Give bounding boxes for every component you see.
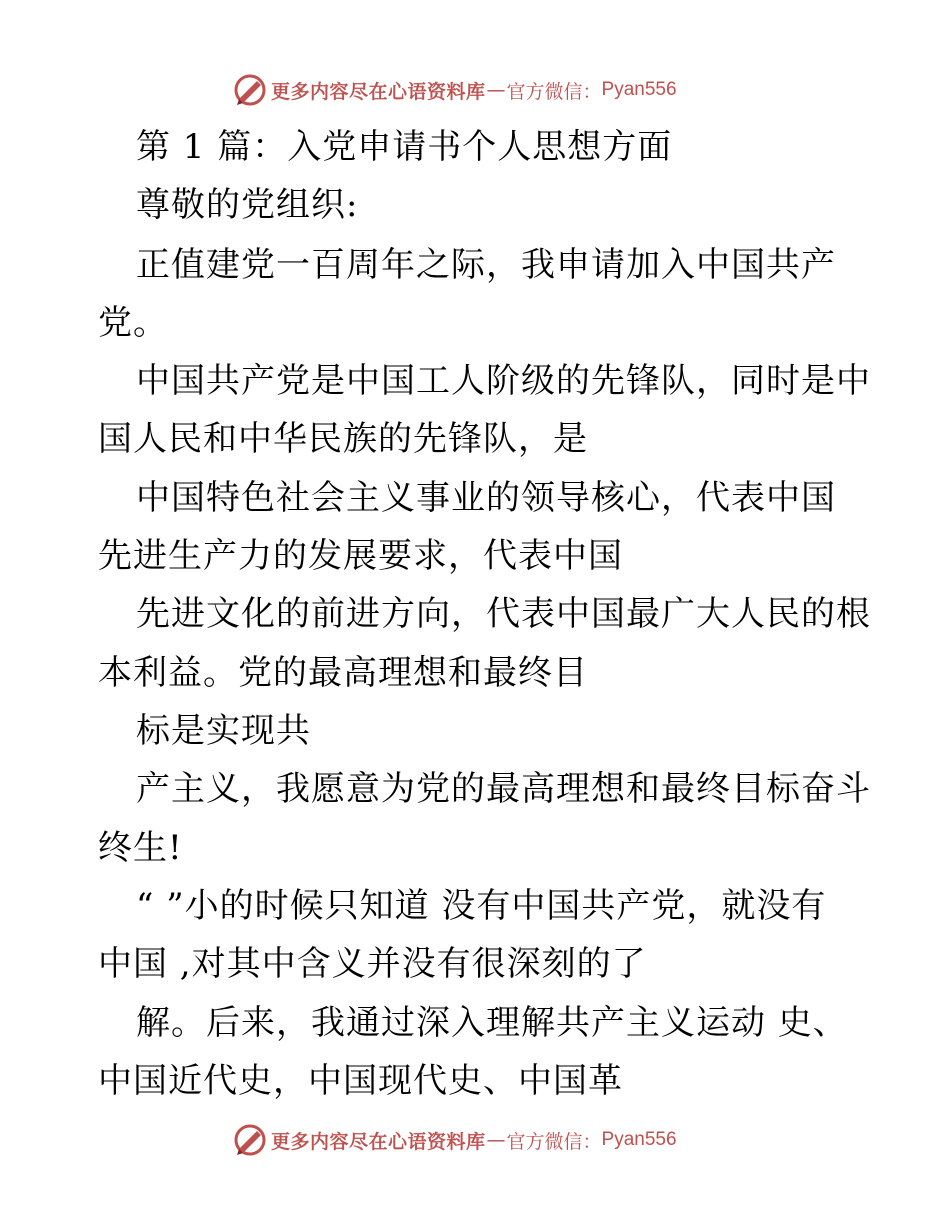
paragraph-line: 中国近代史，中国现代史、中国革 <box>98 1061 623 1101</box>
doc-title: 第 1 篇：入党申请书个人思想方面 <box>136 127 673 167</box>
header-official-label: 官方微信： <box>506 80 602 103</box>
paragraph-line: 国人民和中华民族的先锋队，是 <box>98 419 588 459</box>
footer-official-label: 官方微信： <box>506 1130 602 1153</box>
footer-banner <box>233 1120 677 1160</box>
header-slogan: 更多内容尽在心语资料库 <box>271 80 486 103</box>
header-banner <box>233 70 677 110</box>
salutation: 尊敬的党组织: <box>136 185 359 225</box>
pen-logo-icon <box>233 73 267 107</box>
paragraph-line: 标是实现共 <box>136 711 311 751</box>
paragraph-line: 中国 ,对其中含义并没有很深刻的了 <box>98 944 647 984</box>
footer-wechat-id: Pyan556 <box>601 1129 677 1150</box>
paragraph-line: 终生! <box>98 828 183 868</box>
paragraph-line: 产主义，我愿意为党的最高理想和最终目标奋斗 <box>136 769 871 809</box>
paragraph-line: 先进文化的前进方向，代表中国最广大人民的根 <box>136 594 871 634</box>
header-dash: — <box>486 79 506 101</box>
paragraph-line: 解。后来，我通过深入理解共产主义运动 史、 <box>136 1003 848 1043</box>
header-wechat-id: Pyan556 <box>601 79 677 100</box>
paragraph-line: 中国共产党是中国工人阶级的先锋队，同时是中 <box>136 361 871 401</box>
paragraph-line: 党。 <box>98 303 168 343</box>
paragraph-line: 先进生产力的发展要求，代表中国 <box>98 536 623 576</box>
pen-logo-icon <box>233 1123 267 1157</box>
paragraph-line: 本利益。党的最高理想和最终目 <box>98 653 588 693</box>
footer-dash: — <box>486 1129 506 1151</box>
paragraph-line: “ ”小的时候只知道 没有中国共产党，就没有 <box>136 886 827 926</box>
paragraph-line: 正值建党一百周年之际，我申请加入中国共产 <box>136 245 836 285</box>
footer-slogan: 更多内容尽在心语资料库 <box>271 1130 486 1153</box>
paragraph-line: 中国特色社会主义事业的领导核心，代表中国 <box>136 478 836 518</box>
